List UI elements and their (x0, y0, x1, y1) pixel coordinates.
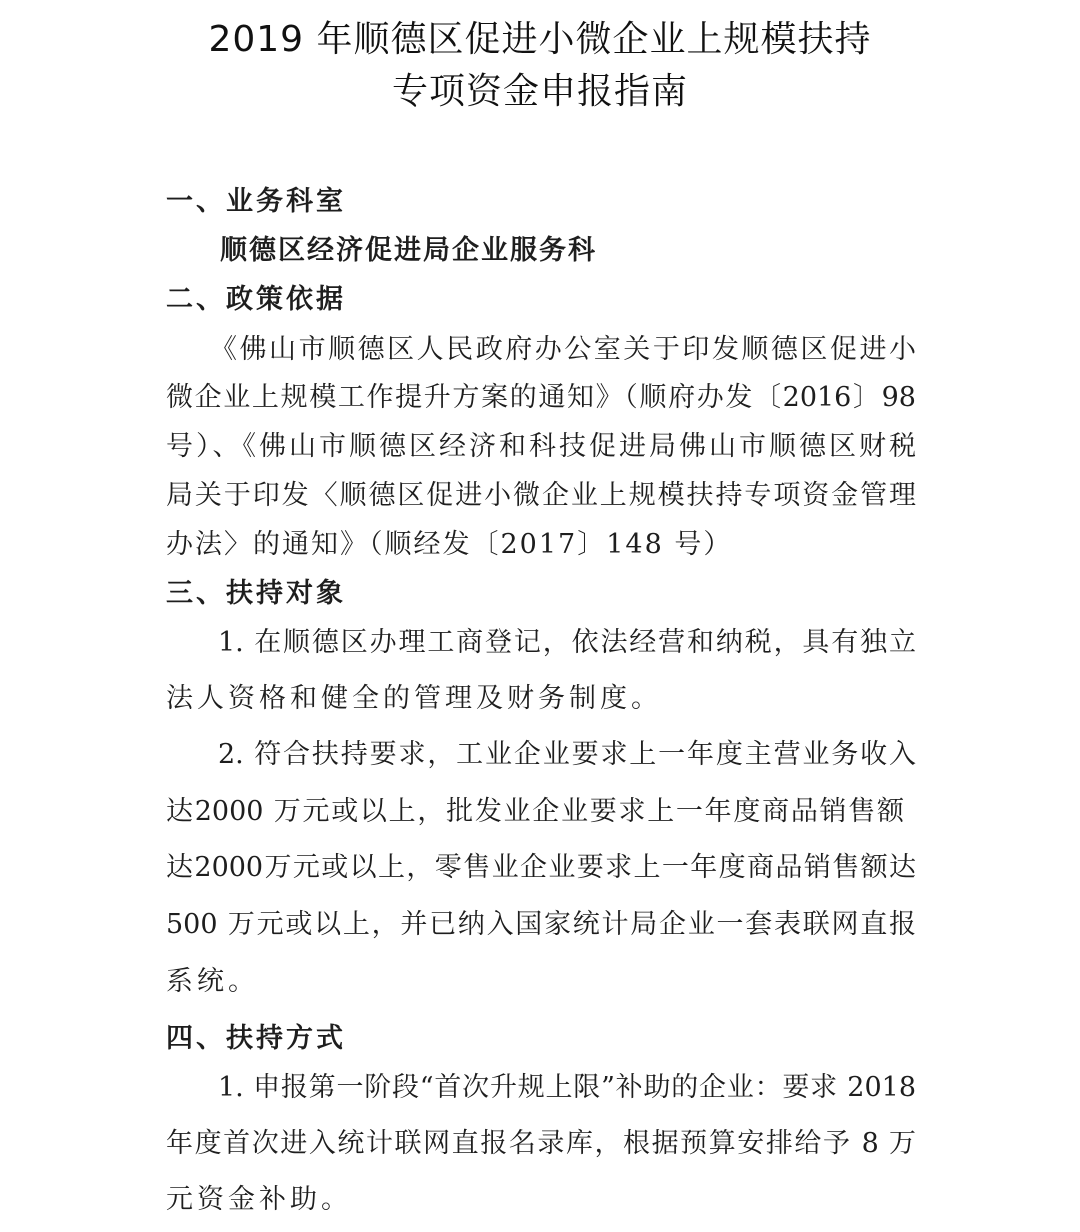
policy-text-line: 微企业上规模工作提升方案的通知》（顺府办发〔2016〕98 (166, 382, 916, 413)
section-heading-support-target: 三、扶持对象 (166, 578, 346, 609)
target-text-line: 2. 符合扶持要求，工业企业要求上一年度主营业务收入 (218, 739, 916, 770)
document-title-line-1: 2019 年顺德区促进小微企业上规模扶持 (208, 19, 872, 60)
target-text-line: 500 万元或以上，并已纳入国家统计局企业一套表联网直报 (166, 909, 916, 940)
policy-text-line: 《佛山市顺德区人民政府办公室关于印发顺德区促进小 (210, 334, 916, 365)
office-name: 顺德区经济促进局企业服务科 (220, 235, 597, 266)
target-text-line: 法人资格和健全的管理及财务制度。 (166, 683, 662, 714)
policy-text-line: 局关于印发〈顺德区促进小微企业上规模扶持专项资金管理 (166, 480, 916, 511)
target-text-line: 1. 在顺德区办理工商登记，依法经营和纳税，具有独立 (218, 627, 916, 658)
method-text-line: 年度首次进入统计联网直报名录库，根据预算安排给予 8 万 (166, 1128, 916, 1159)
target-text-line: 达2000万元或以上，零售业企业要求上一年度商品销售额达 (166, 852, 916, 883)
section-heading-office: 一、业务科室 (166, 186, 346, 217)
target-text-line: 系统。 (166, 966, 259, 997)
target-text-line: 达2000 万元或以上，批发业企业要求上一年度商品销售额 (166, 796, 904, 827)
method-text-line: 元资金补助。 (166, 1184, 352, 1215)
policy-text-line: 号）、《佛山市顺德区经济和科技促进局佛山市顺德区财税 (166, 431, 916, 462)
method-text-line: 1. 申报第一阶段“首次升规上限”补助的企业：要求 2018 (218, 1072, 916, 1103)
document-title-line-2: 专项资金申报指南 (391, 71, 688, 112)
section-heading-policy-basis: 二、政策依据 (166, 284, 346, 315)
policy-text-line: 办法〉的通知》（顺经发〔2017〕148 号） (166, 529, 733, 560)
section-heading-support-method: 四、扶持方式 (166, 1023, 346, 1054)
